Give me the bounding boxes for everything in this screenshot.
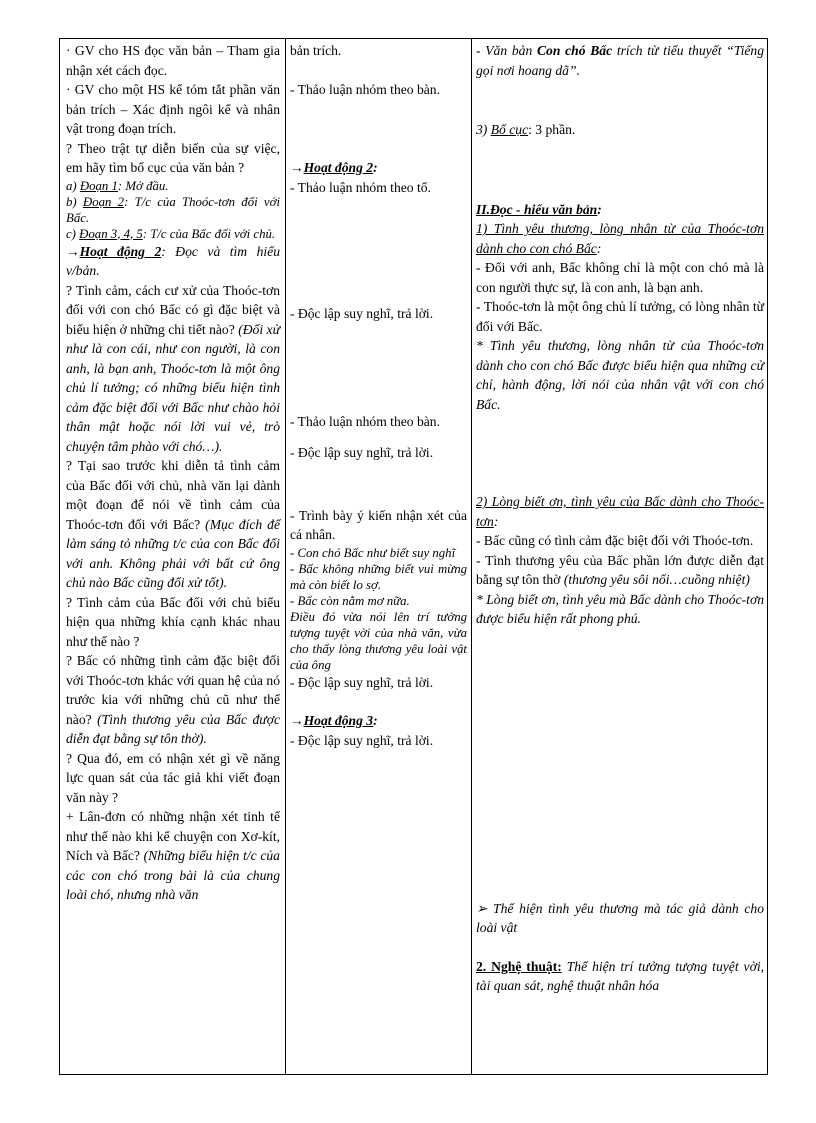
text-line: - Độc lập suy nghĩ, trả lời. <box>290 445 434 460</box>
text-line: - Văn bản Con chó Bấc trích từ tiểu thuyết “Tiếng gọi nơi hoang dã”. <box>476 43 764 78</box>
art-heading: 2. Nghệ thuật: Thể hiện trí tưởng tượng tuyệt vời, tài quan sát, nghệ thuật nhân hóa <box>476 958 765 993</box>
question: ? Qua đó, em có nhận xét gì về năng lực quan sát của tác giả khi viết đoạn văn này ? <box>66 750 280 805</box>
activity-heading: →Hoạt động 2: Đọc và tìm hiểu v/bản. <box>66 243 280 278</box>
sub-heading: 1) Tình yêu thương, lòng nhân từ của Thoóc-tơn dành cho con chó Bấc: <box>476 221 764 256</box>
text-line: - Độc lập suy nghĩ, trả lời. <box>290 674 434 690</box>
text-line: - Bấc không những biết vui mừng mà còn biết lo sợ. <box>290 561 467 592</box>
summary-line: * Tình yêu thương, lòng nhân từ của Thoóc-tơn dành cho con chó Bấc được biểu hiện qua những cử chỉ, hành động, lời nói của nhân vật với con chó Bấc. <box>476 338 764 412</box>
text-line: - Con chó Bấc như biết suy nghĩ <box>290 545 456 560</box>
text-line: - Trình bày ý kiến nhận xét của cá nhân. <box>290 507 467 542</box>
text-line: · GV cho một HS kể tóm tắt phần văn bản trích – Xác định ngôi kể và nhân vật trong đoạn trích. <box>66 82 280 136</box>
content-column <box>472 39 769 1074</box>
text-line: - Tình thương yêu của Bấc phần lớn được diễn đạt bằng sự tôn thờ (thương yêu sôi nổi…cuồng nhiệt) <box>476 552 764 587</box>
pointer-icon: ➢ <box>476 900 488 916</box>
text-line: - Đối với anh, Bấc không chỉ là một con chó mà là con người thực sự, là con anh, là bạn anh. <box>476 260 764 295</box>
question: ? Tình cảm, cách cư xử của Thoóc-tơn đối với con chó Bấc có gì đặc biệt và biểu hiện ở những chi tiết nào? (Đối xử như là con cái, như con người, là con anh, là bạn anh, Thoóc-tơn là một ông chủ lí tưởng; có những biểu hiện tình cảm đặc biệt đối với Bấc như chào hỏi thân mật hoặc nói lời vui vẻ, trò chuyện tâm phào với chó…). <box>66 282 280 454</box>
text-line: Điều đó vừa nói lên trí tưởng tượng tuyệt vời của nhà văn, vừa cho thấy lòng thương yêu loài vật của ông <box>290 609 467 672</box>
arrow-icon: → <box>290 160 304 175</box>
conclusion-line: ➢ Thể hiện tình yêu thương mà tác giả dành cho loài vật <box>476 900 764 935</box>
question: + Lân-đơn có những nhận xét tinh tế như thế nào khi kể chuyện con Xơ-kít, Ních và Bấc? (Những biểu hiện t/c của các con chó trong bài là của chung loài chó, nhưng nhà văn <box>66 809 280 902</box>
question: ? Tại sao trước khi diễn tả tình cảm của Bấc đối với chủ, nhà văn lại dành một đoạn để nói về tình cảm của Thoóc-tơn đối với Bấc? (Mục đích để làm sáng tỏ những t/c của con Bấc đối với anh. Không phải với bất cứ ông chủ nào Bấc cũng đối xử tốt). <box>66 458 281 590</box>
text-line: - Thảo luận nhóm theo tổ. <box>290 179 431 195</box>
lesson-table <box>59 38 768 1075</box>
teacher-activity-column <box>60 39 286 1074</box>
student-activity-column <box>286 39 472 1074</box>
summary-line: * Lòng biết ơn, tình yêu mà Bấc dành cho Thoóc-tơn được biểu hiện rất phong phú. <box>476 591 764 626</box>
text-line: - Thảo luận nhóm theo bàn. <box>290 81 441 97</box>
text-line: - Độc lập suy nghĩ, trả lời. <box>290 732 434 748</box>
text-line: - Bấc còn nằm mơ nữa. <box>290 593 410 608</box>
question: ? Theo trật tự diễn biến của sự việc, em hãy tìm bố cục của văn bản ? <box>66 140 280 175</box>
layout-heading: 3) Bố cục: 3 phần. <box>476 122 576 137</box>
question: ? Bấc có những tình cảm đặc biệt đối với Thoóc-tơn khác với quan hệ của nó trước kia với những chủ cũ như thế nào? (Tình thương yêu của Bấc được diễn đạt bằng sự tôn thờ). <box>66 653 280 746</box>
question: ? Tình cảm của Bấc đối với chủ biểu hiện qua những khía cạnh khác nhau như thế nào ? <box>66 594 280 649</box>
text-line: - Độc lập suy nghĩ, trả lời. <box>290 306 434 321</box>
section-b: b) Đoạn 2: T/c của Thoóc-tơn đối với Bấc. <box>66 194 280 225</box>
activity-heading: →Hoạt động 2: <box>290 160 378 175</box>
section-c: c) Đoạn 3, 4, 5: T/c của Bấc đối với chủ. <box>66 226 276 241</box>
arrow-icon: → <box>66 243 80 259</box>
arrow-icon: → <box>290 713 304 728</box>
text-line: - Thảo luận nhóm theo bàn. <box>290 413 441 429</box>
activity-heading: →Hoạt động 3: <box>290 713 378 728</box>
text-line: - Thoóc-tơn là một ông chủ lí tưởng, có lòng nhân từ đối với Bấc. <box>476 299 764 334</box>
text-line: bản trích. <box>290 43 342 58</box>
text-line: - Bấc cũng có tình cảm đặc biệt đối với Thoóc-tơn. <box>476 533 754 548</box>
sub-heading: 2) Lòng biết ơn, tình yêu của Bấc dành cho Thoóc-tơn: <box>476 494 764 529</box>
section-heading: II.Đọc - hiểu văn bản: <box>476 201 602 217</box>
text-line: · GV cho HS đọc văn bản – Tham gia nhận xét cách đọc. <box>66 43 280 78</box>
section-a: a) Đoạn 1: Mở đầu. <box>66 178 169 193</box>
